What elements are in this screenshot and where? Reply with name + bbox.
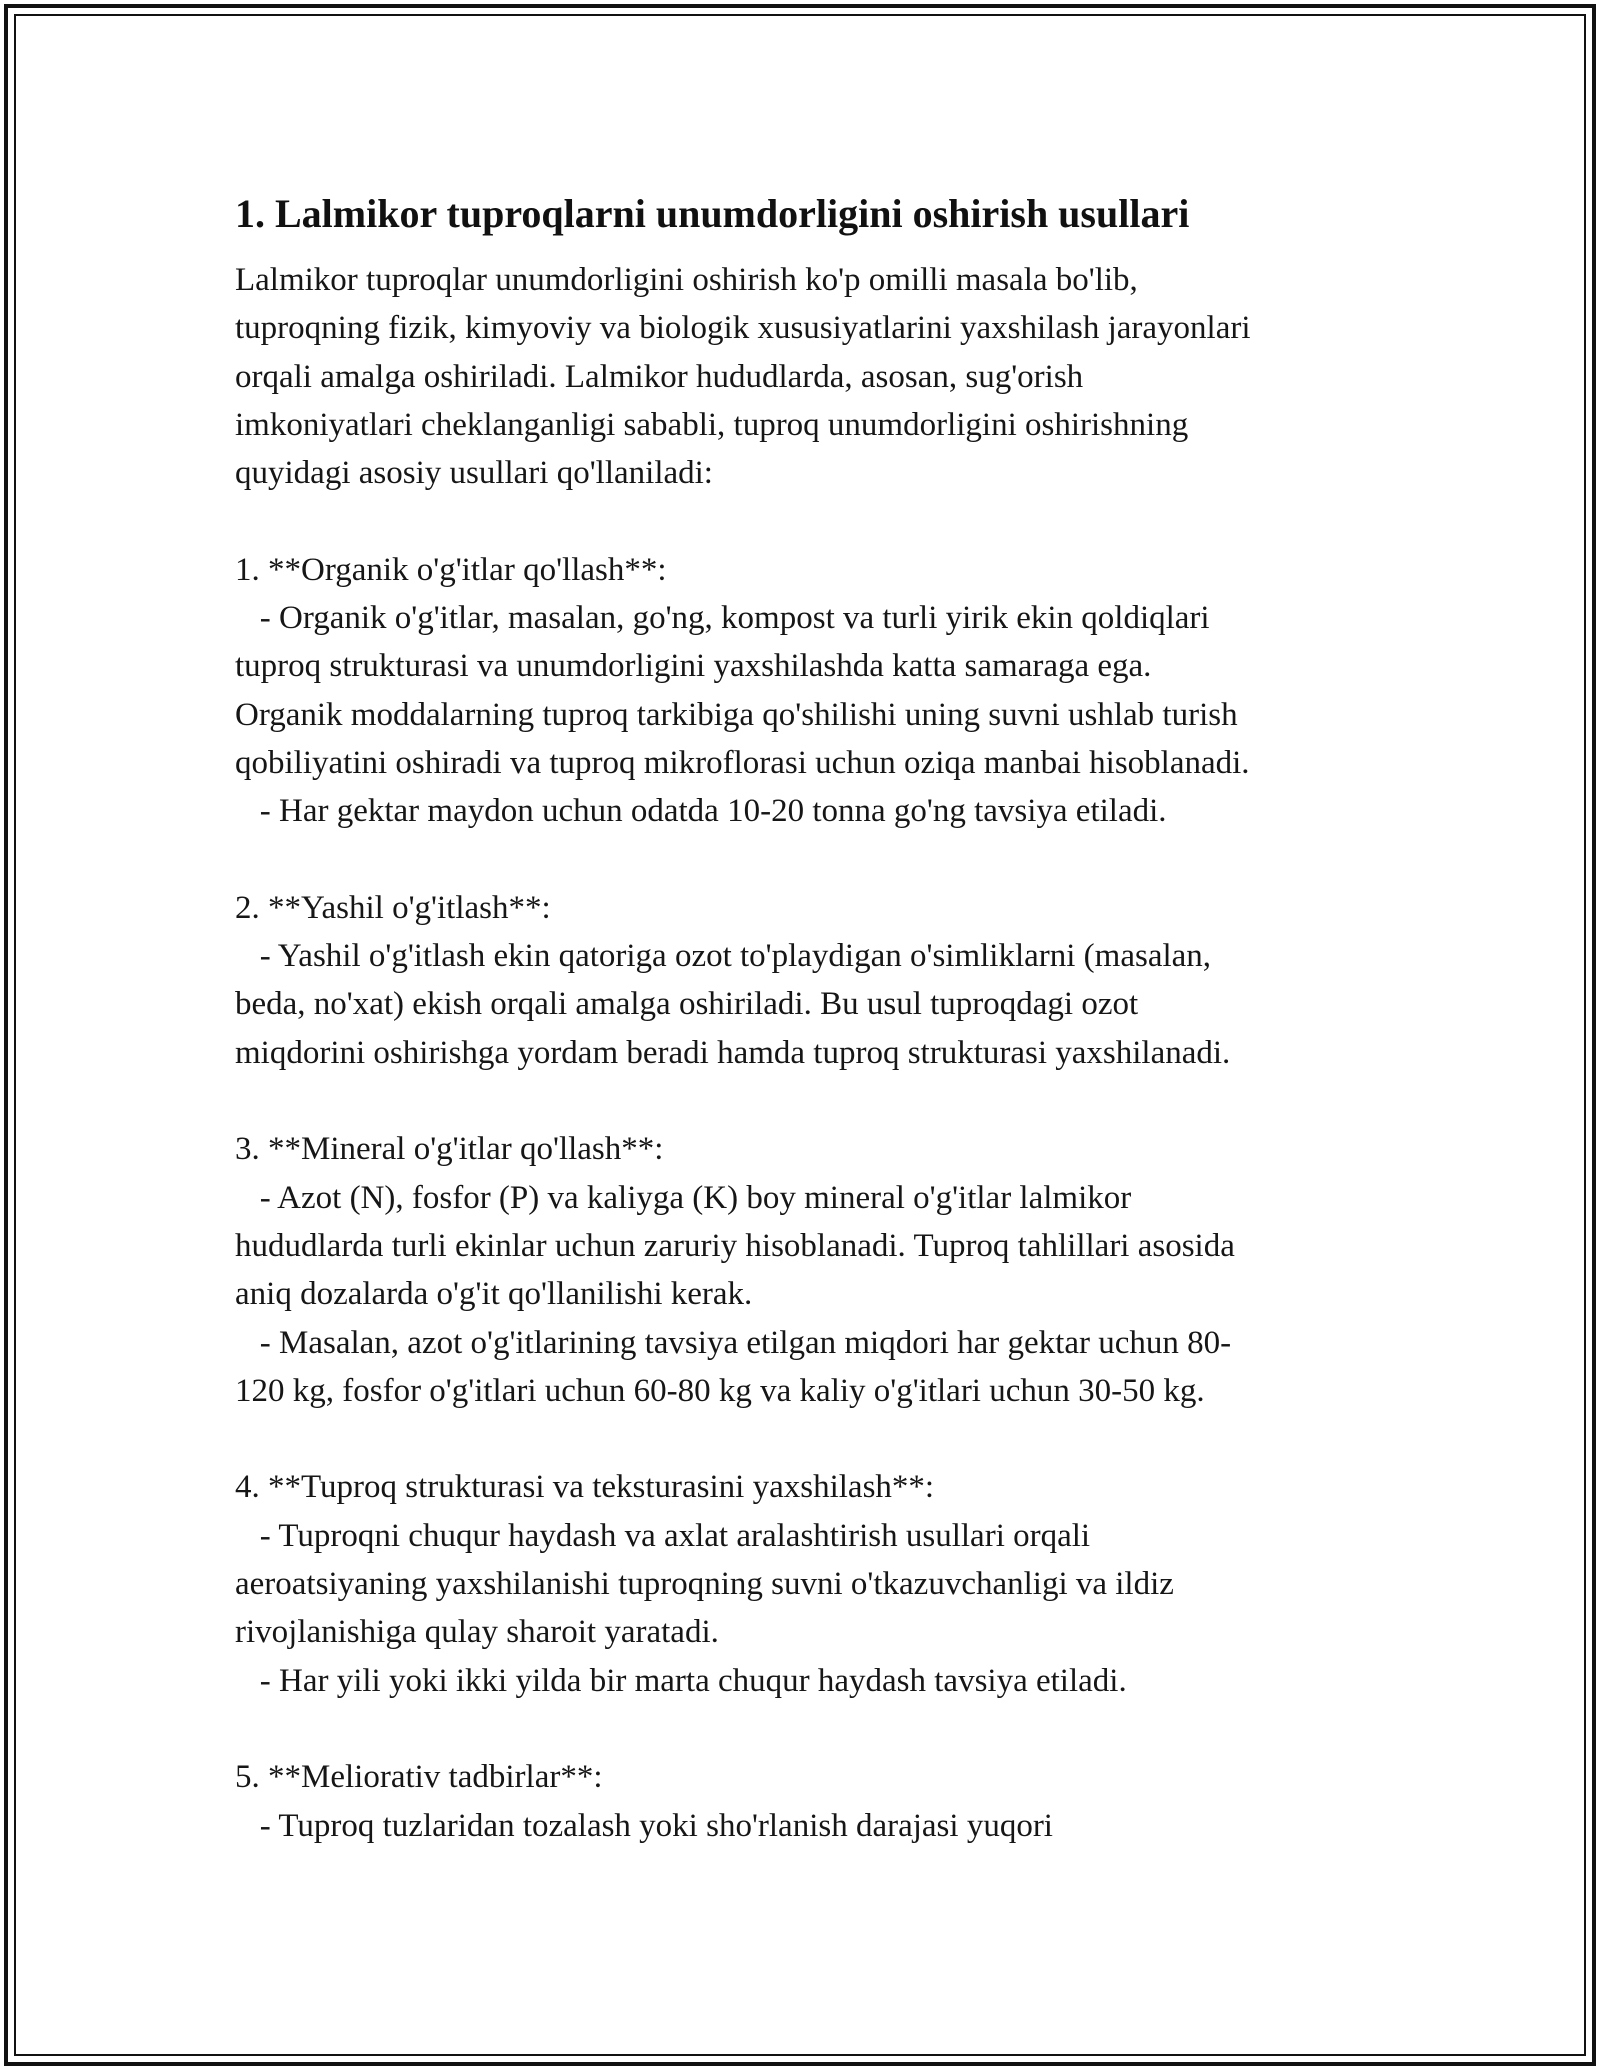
document-content — [235, 186, 1375, 1850]
document-title: 1. Lalmikor tuproqlarni unumdorligini oshirish usullari — [235, 191, 1190, 236]
document-body: Lalmikor tuproqlar unumdorligini oshirish ko'p omilli masala bo'lib, tuproqning fizik, kimyoviy va biologik xususiyatlarini yaxshilash jarayonlari orqali amalga oshiriladi. Lalmikor hududlarda, asosan, sug'orish imkoniyatlari cheklanganligi sababli, tuproq unumdorligini oshirishning quyidagi asosiy usullari qo'llaniladi: 1. **Organik o'g'itlar qo'llash**: - Organik o'g'itlar, masalan, go'ng, kompost va turli yirik ekin qoldiqlari tuproq strukturasi va unumdorligini yaxshilashda katta samaraga ega. Organik moddalarning tuproq tarkibiga qo'shilishi uning suvni ushlab turish qobiliyatini oshiradi va tuproq mikroflorasi uchun oziqa manbai hisoblanadi. - Har gektar maydon uchun odatda 10-20 tonna go'ng tavsiya etiladi. 2. **Yashil o'g'itlash**: - Yashil o'g'itlash ekin qatoriga ozot to'playdigan o'simliklarni (masalan, beda, no'xat) ekish orqali amalga oshiriladi. Bu usul tuproqdagi ozot miqdorini oshirishga yordam beradi hamda tuproq strukturasi yaxshilanadi. 3. **Mineral o'g'itlar qo'llash**: - Azot (N), fosfor (P) va kaliyga (K) boy mineral o'g'itlar lalmikor hududlarda turli ekinlar uchun zaruriy hisoblanadi. Tuproq tahlillari asosida aniq dozalarda o'g'it qo'llanilishi kerak. - Masalan, azot o'g'itlarining tavsiya etilgan miqdori har gektar uchun 80- 120 kg, fosfor o'g'itlari uchun 60-80 kg va kaliy o'g'itlari uchun 30-50 kg. 4. **Tuproq strukturasi va teksturasini yaxshilash**: - Tuproqni chuqur haydash va axlat aralashtirish usullari orqali aeroatsiyaning yaxshilanishi tuproqning suvni o'tkazuvchanligi va ildiz rivojlanishiga qulay sharoit yaratadi. - Har yili yoki ikki yilda bir marta chuqur haydash tavsiya etiladi. 5. **Meliorativ tadbirlar**: - Tuproq tuzlaridan tozalash yoki sho'rlanish darajasi yuqori — [235, 262, 1251, 1844]
